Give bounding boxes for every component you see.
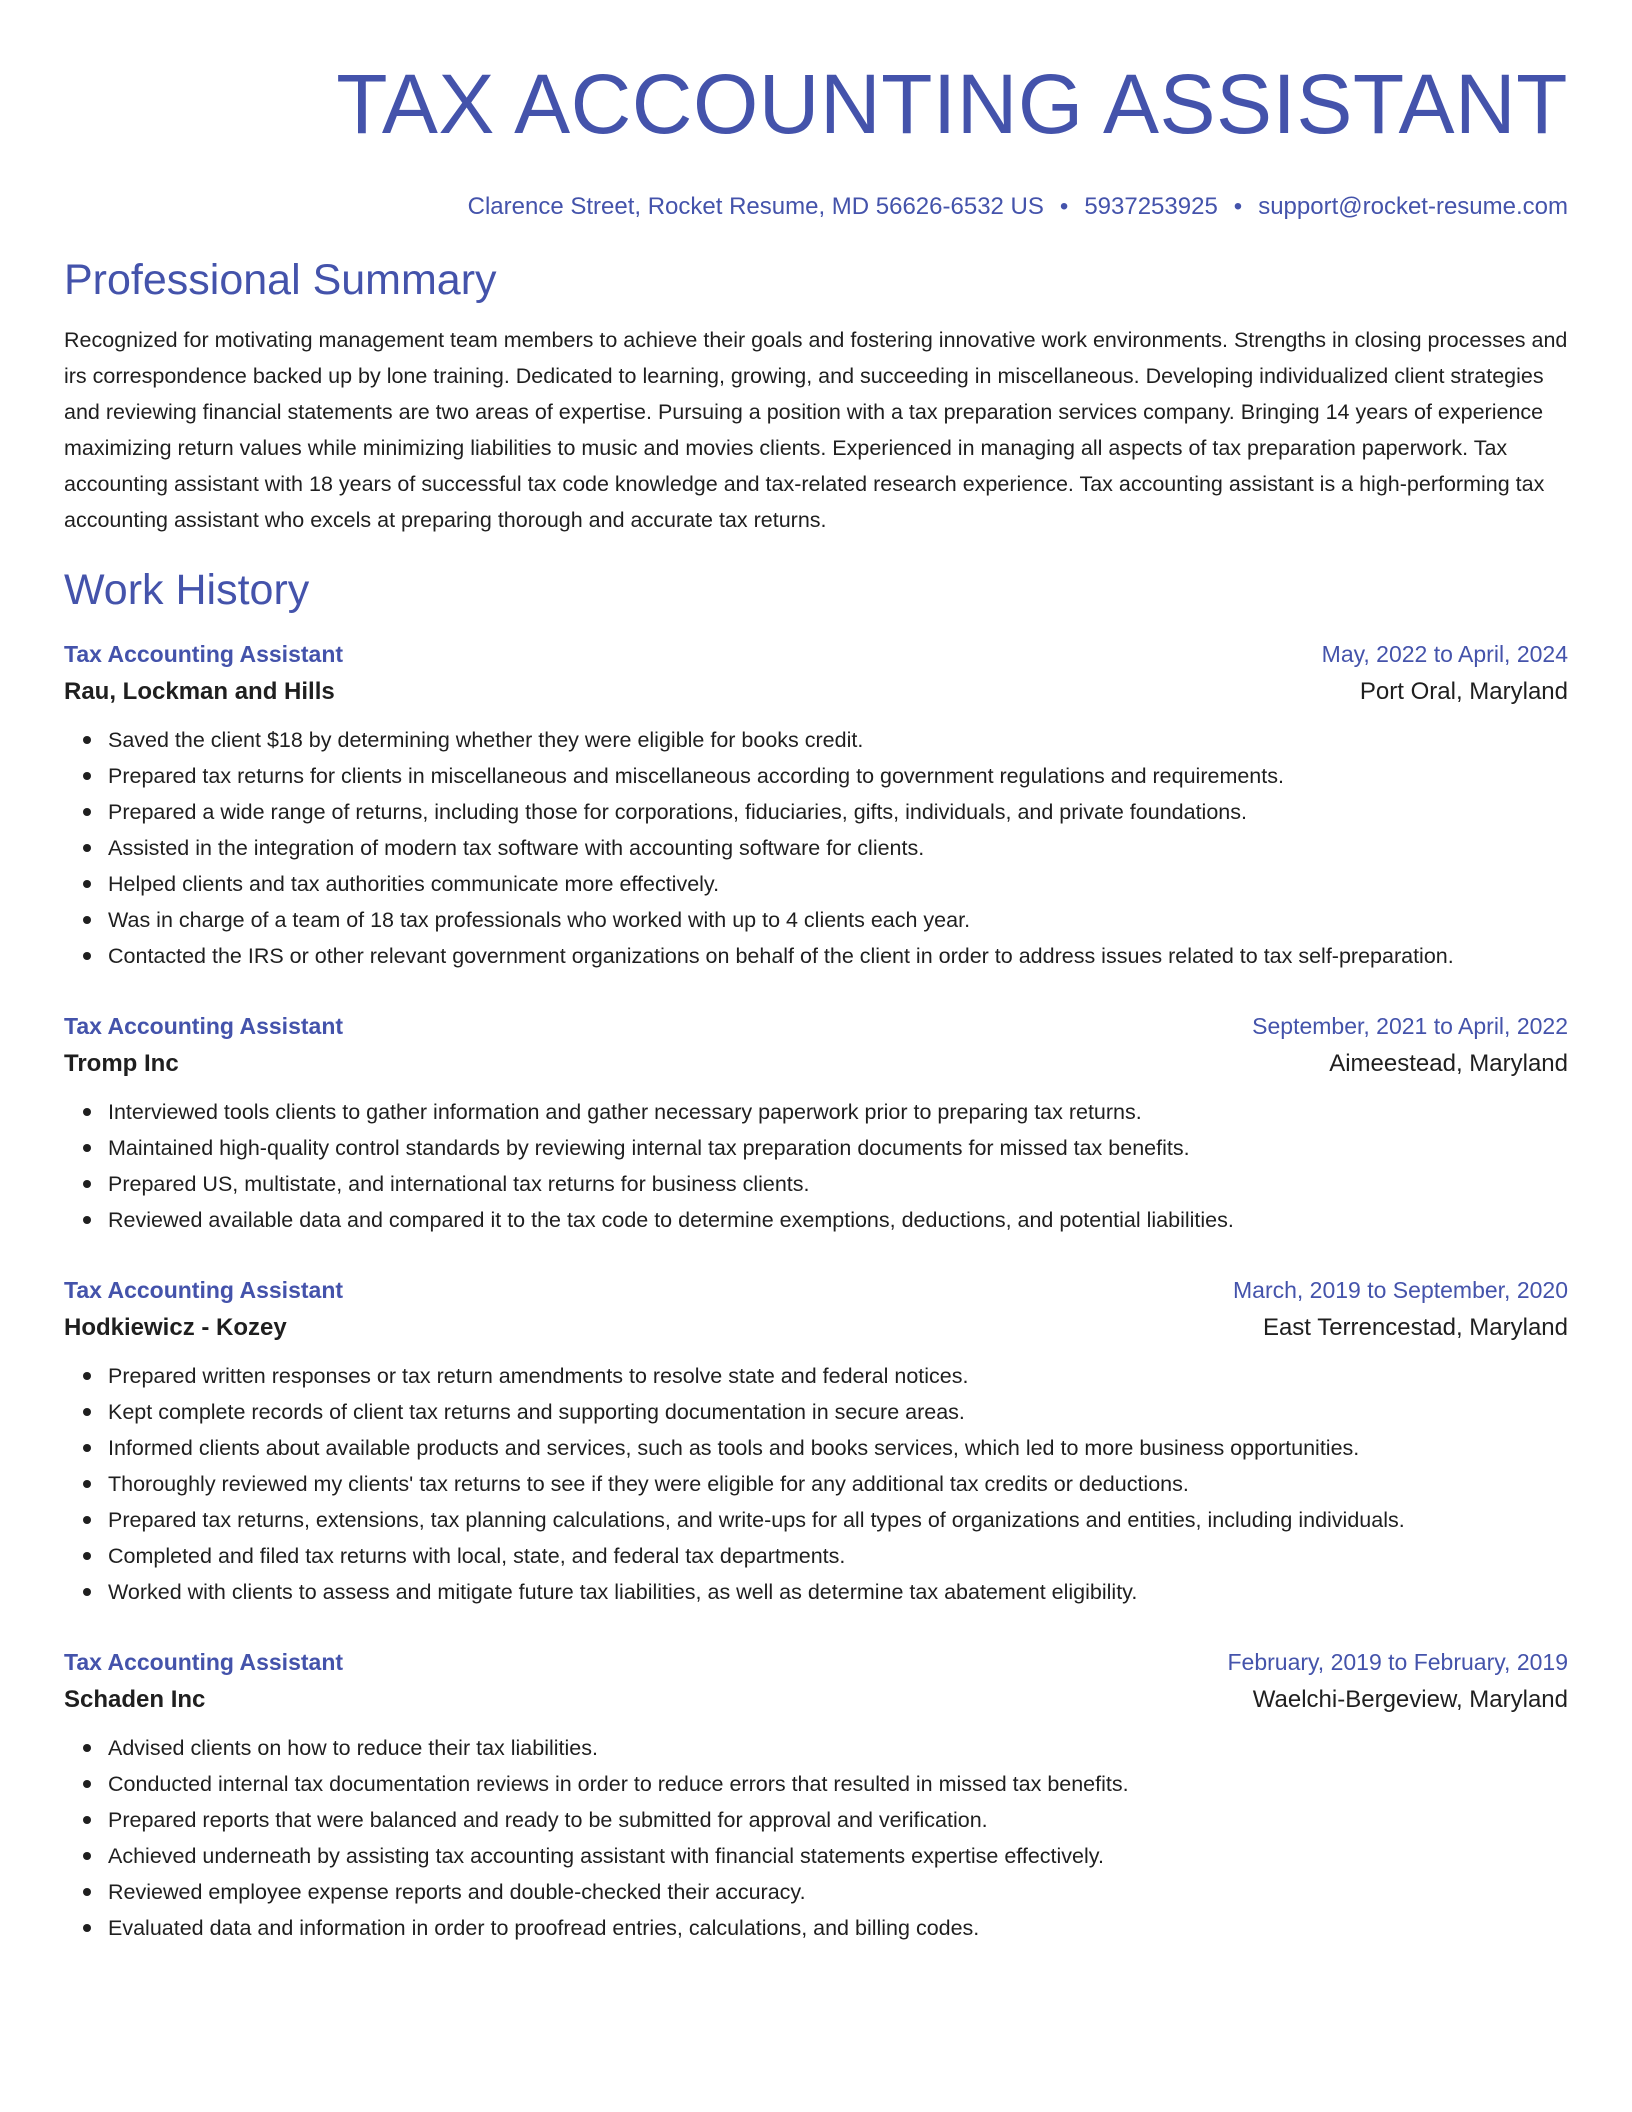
contact-line [64, 192, 1568, 222]
job-bullet: Saved the client $18 by determining whether they were eligible for books credit. [108, 722, 1568, 758]
resume-title: TAX ACCOUNTING ASSISTANT [336, 57, 1568, 151]
job-bullet: Maintained high-quality control standards by reviewing internal tax preparation documents for missed tax benefits. [108, 1130, 1568, 1166]
job-title: Tax Accounting Assistant [64, 1277, 344, 1303]
job-location: Waelchi-Bergeview, Maryland [1252, 1686, 1568, 1713]
job-entry [64, 1272, 1568, 1610]
job-company-row [64, 1044, 1568, 1084]
job-bullet-list [64, 1094, 1568, 1238]
summary-paragraph: Recognized for motivating management team members to achieve their goals and fostering innovative work environments. Strengths in closing processes and irs correspondence backed up by lone training. Dedicated to learning, growing, and succeeding in miscellaneous. Developing individualized client strategies and reviewing financial statements are two areas of expertise. Pursuing a position with a tax preparation services company. Bringing 14 years of experience maximizing return values while minimizing liabilities to music and movies clients. Experienced in managing all aspects of tax preparation paperwork. Tax accounting assistant with 18 years of successful tax code knowledge and tax-related research experience. Tax accounting assistant is a high-performing tax accounting assistant who excels at preparing thorough and accurate tax returns. [64, 328, 1568, 532]
job-company: Rau, Lockman and Hills [64, 678, 335, 705]
job-title-row [64, 1008, 1568, 1044]
resume-header [64, 52, 1568, 222]
job-dates: September, 2021 to April, 2022 [1252, 1013, 1568, 1039]
job-title: Tax Accounting Assistant [64, 641, 344, 667]
job-bullet: Was in charge of a team of 18 tax professionals who worked with up to 4 clients each year. [108, 902, 1568, 938]
job-bullet: Informed clients about available products and services, such as tools and books services, which led to more business opportunities. [108, 1430, 1568, 1466]
job-bullet-list [64, 1358, 1568, 1610]
job-bullet: Conducted internal tax documentation reviews in order to reduce errors that resulted in missed tax benefits. [108, 1766, 1568, 1802]
job-bullet-list [64, 722, 1568, 974]
job-bullet: Reviewed employee expense reports and double-checked their accuracy. [108, 1874, 1568, 1910]
job-bullet: Prepared written responses or tax return amendments to resolve state and federal notices. [108, 1358, 1568, 1394]
job-bullet: Kept complete records of client tax returns and supporting documentation in secure areas. [108, 1394, 1568, 1430]
job-location: Port Oral, Maryland [1359, 678, 1568, 705]
job-bullet-list [64, 1730, 1568, 1946]
job-dates: May, 2022 to April, 2024 [1321, 641, 1568, 667]
job-bullet: Reviewed available data and compared it to the tax code to determine exemptions, deductions, and potential liabilities. [108, 1202, 1568, 1238]
job-title: Tax Accounting Assistant [64, 1013, 344, 1039]
job-bullet: Prepared US, multistate, and international tax returns for business clients. [108, 1166, 1568, 1202]
professional-summary-section [64, 254, 1568, 538]
job-bullet: Prepared tax returns for clients in miscellaneous and miscellaneous according to government regulations and requirements. [108, 758, 1568, 794]
job-location: Aimeestead, Maryland [1329, 1050, 1568, 1077]
contact-email[interactable]: support@rocket-resume.com [1258, 193, 1568, 220]
job-bullet: Assisted in the integration of modern tax software with accounting software for clients. [108, 830, 1568, 866]
job-bullet: Worked with clients to assess and mitigate future tax liabilities, as well as determine tax abatement eligibility. [108, 1574, 1568, 1610]
work-history-section [64, 564, 1568, 1946]
job-bullet: Advised clients on how to reduce their tax liabilities. [108, 1730, 1568, 1766]
job-bullet: Achieved underneath by assisting tax accounting assistant with financial statements expertise effectively. [108, 1838, 1568, 1874]
job-company-row [64, 672, 1568, 712]
job-entry [64, 1644, 1568, 1946]
job-bullet: Completed and filed tax returns with local, state, and federal tax departments. [108, 1538, 1568, 1574]
job-bullet: Prepared tax returns, extensions, tax planning calculations, and write-ups for all types of organizations and entities, including individuals. [108, 1502, 1568, 1538]
job-bullet: Evaluated data and information in order to proofread entries, calculations, and billing codes. [108, 1910, 1568, 1946]
contact-phone: 5937253925 [1084, 193, 1218, 220]
job-title-row [64, 1644, 1568, 1680]
job-entry [64, 636, 1568, 974]
job-bullet: Contacted the IRS or other relevant government organizations on behalf of the client in order to address issues related to tax self-preparation. [108, 938, 1568, 974]
job-title: Tax Accounting Assistant [64, 1649, 344, 1675]
job-bullet: Thoroughly reviewed my clients' tax returns to see if they were eligible for any additional tax credits or deductions. [108, 1466, 1568, 1502]
job-dates: March, 2019 to September, 2020 [1233, 1277, 1568, 1303]
job-entry [64, 1008, 1568, 1238]
job-bullet: Interviewed tools clients to gather information and gather necessary paperwork prior to preparing tax returns. [108, 1094, 1568, 1130]
job-company: Schaden Inc [64, 1686, 206, 1713]
contact-separator: • [1233, 193, 1243, 220]
job-company-row [64, 1680, 1568, 1720]
job-bullet: Prepared a wide range of returns, including those for corporations, fiduciaries, gifts, individuals, and private foundations. [108, 794, 1568, 830]
job-company-row [64, 1308, 1568, 1348]
job-location: East Terrencestad, Maryland [1262, 1314, 1568, 1341]
section-heading-work-history: Work History [64, 566, 310, 614]
section-heading-summary: Professional Summary [64, 256, 497, 304]
contact-separator: • [1059, 193, 1069, 220]
job-dates: February, 2019 to February, 2019 [1227, 1649, 1568, 1675]
job-title-row [64, 1272, 1568, 1308]
job-bullet: Helped clients and tax authorities communicate more effectively. [108, 866, 1568, 902]
job-title-row [64, 636, 1568, 672]
job-company: Tromp Inc [64, 1050, 179, 1077]
contact-address: Clarence Street, Rocket Resume, MD 56626-6532 US [467, 193, 1044, 220]
job-bullet: Prepared reports that were balanced and ready to be submitted for approval and verification. [108, 1802, 1568, 1838]
job-company: Hodkiewicz - Kozey [64, 1314, 287, 1341]
